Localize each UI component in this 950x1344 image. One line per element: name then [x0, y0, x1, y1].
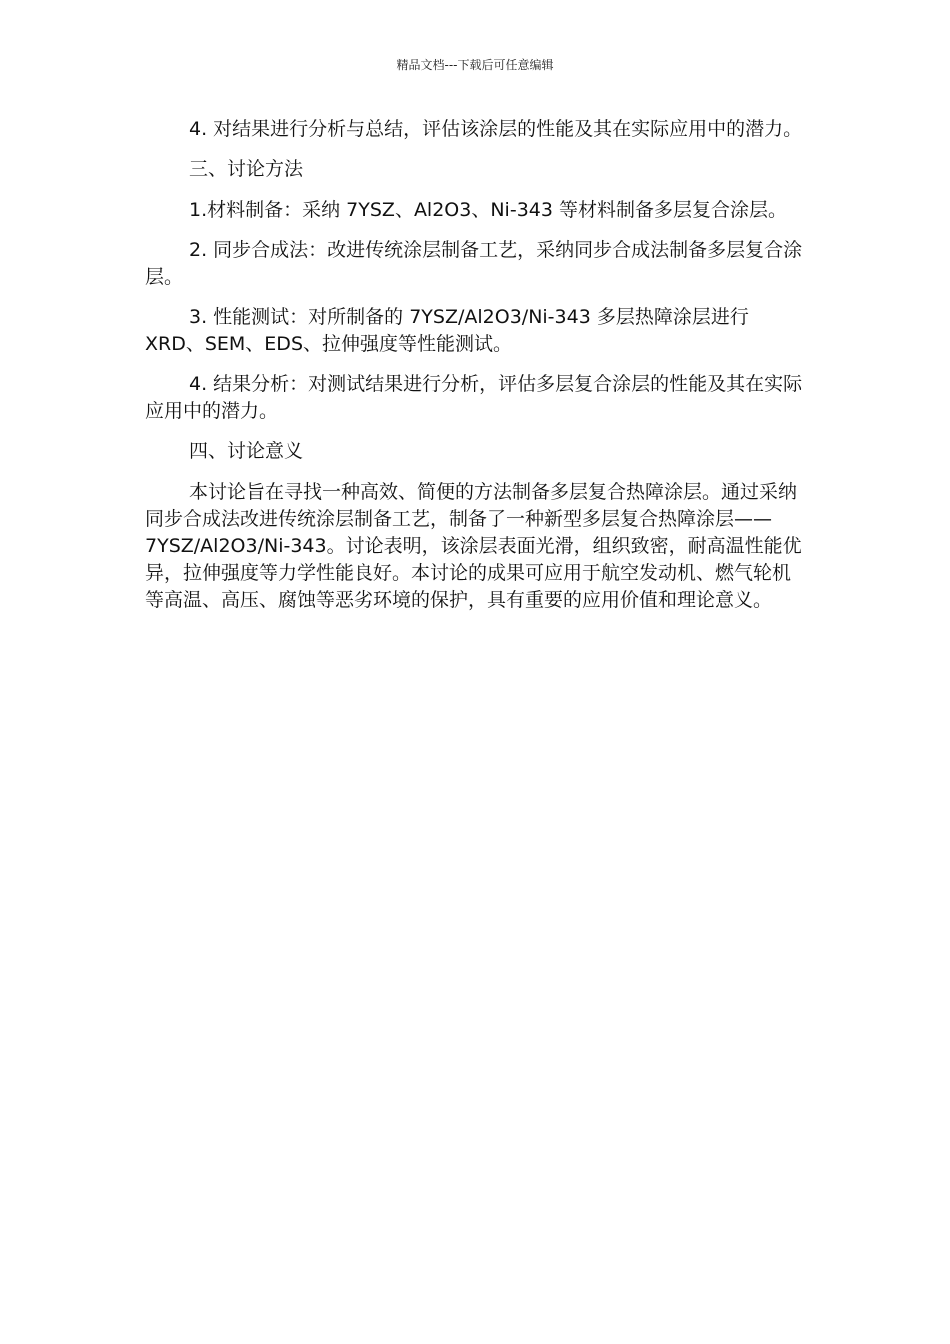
paragraph-result-summary: 4. 对结果进行分析与总结，评估该涂层的性能及其在实际应用中的潜力。: [189, 118, 803, 140]
paragraph-significance: 本讨论旨在寻找一种高效、简便的方法制备多层复合热障涂层。通过采纳同步合成法改进传统涂层制备工艺，制备了一种新型多层复合热障涂层——7YSZ/Al2O3/Ni-343。讨论表明，该涂层表面光滑，组织致密，耐高温性能优异，拉伸强度等力学性能良好。本讨论的成果可应用于航空发动机、燃气轮机等高温、高压、腐蚀等恶劣环境的保护，具有重要的应用价值和理论意义。: [145, 481, 802, 611]
paragraph-synthesis-method: 2. 同步合成法：改进传统涂层制备工艺，采纳同步合成法制备多层复合涂层。: [145, 239, 803, 288]
paragraph-result-analysis: 4. 结果分析：对测试结果进行分析，评估多层复合涂层的性能及其在实际应用中的潜力。: [145, 373, 803, 422]
document-body: [145, 116, 807, 627]
page-header: 精品文档---下载后可任意编辑: [396, 58, 554, 72]
section-heading-significance: 四、讨论意义: [189, 440, 304, 462]
paragraph-performance-test: 3. 性能测试：对所制备的 7YSZ/Al2O3/Ni-343 多层热障涂层进行 XRD、SEM、EDS、拉伸强度等性能测试。: [145, 306, 749, 355]
paragraph-material-preparation: 1.材料制备：采纳 7YSZ、Al2O3、Ni-343 等材料制备多层复合涂层。: [189, 199, 788, 221]
section-heading-methods: 三、讨论方法: [189, 158, 304, 180]
